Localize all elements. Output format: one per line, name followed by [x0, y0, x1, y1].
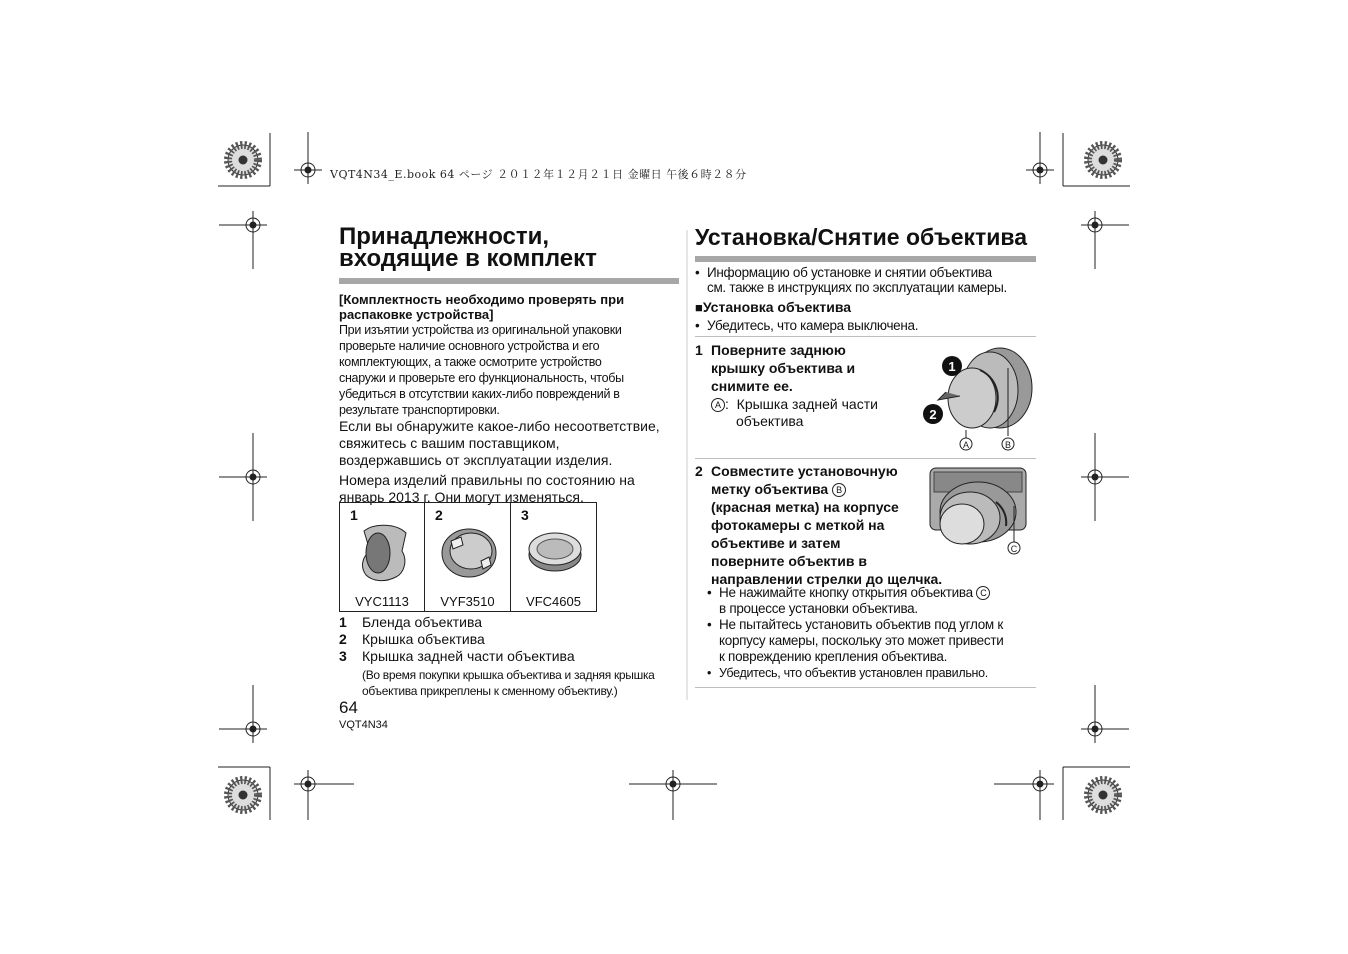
accessory-cell: 3 VFC4605: [511, 503, 596, 611]
note-item: • Не пытайтесь установить объектив под углом к: [707, 617, 1037, 633]
right-intro: • Информацию об установке и снятии объектива см. также в инструкциях по эксплуатации камеры.: [695, 265, 1036, 295]
svg-text:2: 2: [929, 407, 937, 422]
left-title-rule: [339, 278, 679, 284]
accessory-cell: 1 VYC1113: [340, 503, 425, 611]
page-number: 64: [339, 698, 358, 717]
accessories-table: [339, 502, 597, 612]
divider: [695, 336, 1036, 337]
list-item: 3 Крышка задней части объектива: [339, 648, 575, 664]
model-code: VQT4N34: [339, 719, 388, 731]
note-item: • Не нажимайте кнопку открытия объектива C: [707, 585, 1037, 601]
accessories-note: (Во время покупки крышка объектива и задняя крышка объектива прикреплены к сменному объективу.): [362, 668, 655, 698]
left-subheading: [Комплектность необходимо проверять при распаковке устройства]: [339, 292, 625, 322]
left-para-3: Номера изделий правильны по состоянию на январь 2013 г. Они могут изменяться.: [339, 472, 635, 505]
left-para-2: Если вы обнаружите какое-либо несоответствие, свяжитесь с вашим поставщиком, воздержавшись от эксплуатации изделия.: [339, 418, 660, 468]
list-item: 1 Бленда объектива: [339, 614, 483, 630]
step-1: 1 Поверните заднюю крышку объектива и снимите ее.: [695, 342, 856, 394]
svg-text:1: 1: [948, 359, 956, 374]
right-column: [695, 226, 1036, 334]
step-2-notes: • Не нажимайте кнопку открытия объектива C в процессе установки объектива. • Не пытайтесь установить объектив под углом к корпусу камеры, поскольку это может привести к повреждению крепления объектива. • Убедитесь, что объектив установлен правильно.: [707, 585, 1037, 681]
divider: [695, 458, 1036, 459]
svg-text:A: A: [962, 440, 970, 450]
section-bullet: • Убедитесь, что камера выключена.: [695, 317, 1036, 334]
rear-cap-removal-figure: [920, 340, 1040, 456]
right-title: Установка/Снятие объектива: [695, 224, 1028, 250]
lens-hood-icon: [356, 521, 412, 583]
step-2: 2 Совместите установочную метку объектива B (красная метка) на корпусе фотокамеры с меткой на объективе и затем поверните объектив в направлении стрелки до щелчка.: [695, 463, 943, 587]
left-para-1: При изъятии устройства из оригинальной упаковки проверьте наличие основного устройства и его комплектующих, а также осмотрите устройство снаружи и проверьте его функциональность, чтобы убедиться в отсутствии каких-либо повреждений в результате транспортировки.: [339, 323, 624, 417]
divider: [695, 687, 1036, 688]
right-title-rule: [695, 256, 1036, 262]
accessory-cell: 2 VYF3510: [425, 503, 511, 611]
print-header: VQT4N34_E.book 64 ページ ２０１２年１２月２１日 金曜日 午後６時２８分: [330, 168, 747, 181]
lens-cap-icon: [439, 527, 499, 579]
svg-text:B: B: [1004, 440, 1012, 450]
section-heading: ■Установка объектива: [695, 299, 852, 315]
left-column: [339, 223, 679, 506]
accessories-list: [339, 614, 684, 699]
lens-mount-figure: [926, 466, 1030, 560]
step-1-label: A : Крышка задней части объектива: [711, 396, 878, 430]
lens-rear-cap-icon: [527, 529, 583, 573]
svg-text:C: C: [1010, 544, 1018, 554]
list-item: 2 Крышка объектива: [339, 631, 485, 647]
left-title: Принадлежности, входящие в комплект: [339, 223, 597, 272]
note-item: • Убедитесь, что объектив установлен правильно.: [707, 665, 1037, 681]
